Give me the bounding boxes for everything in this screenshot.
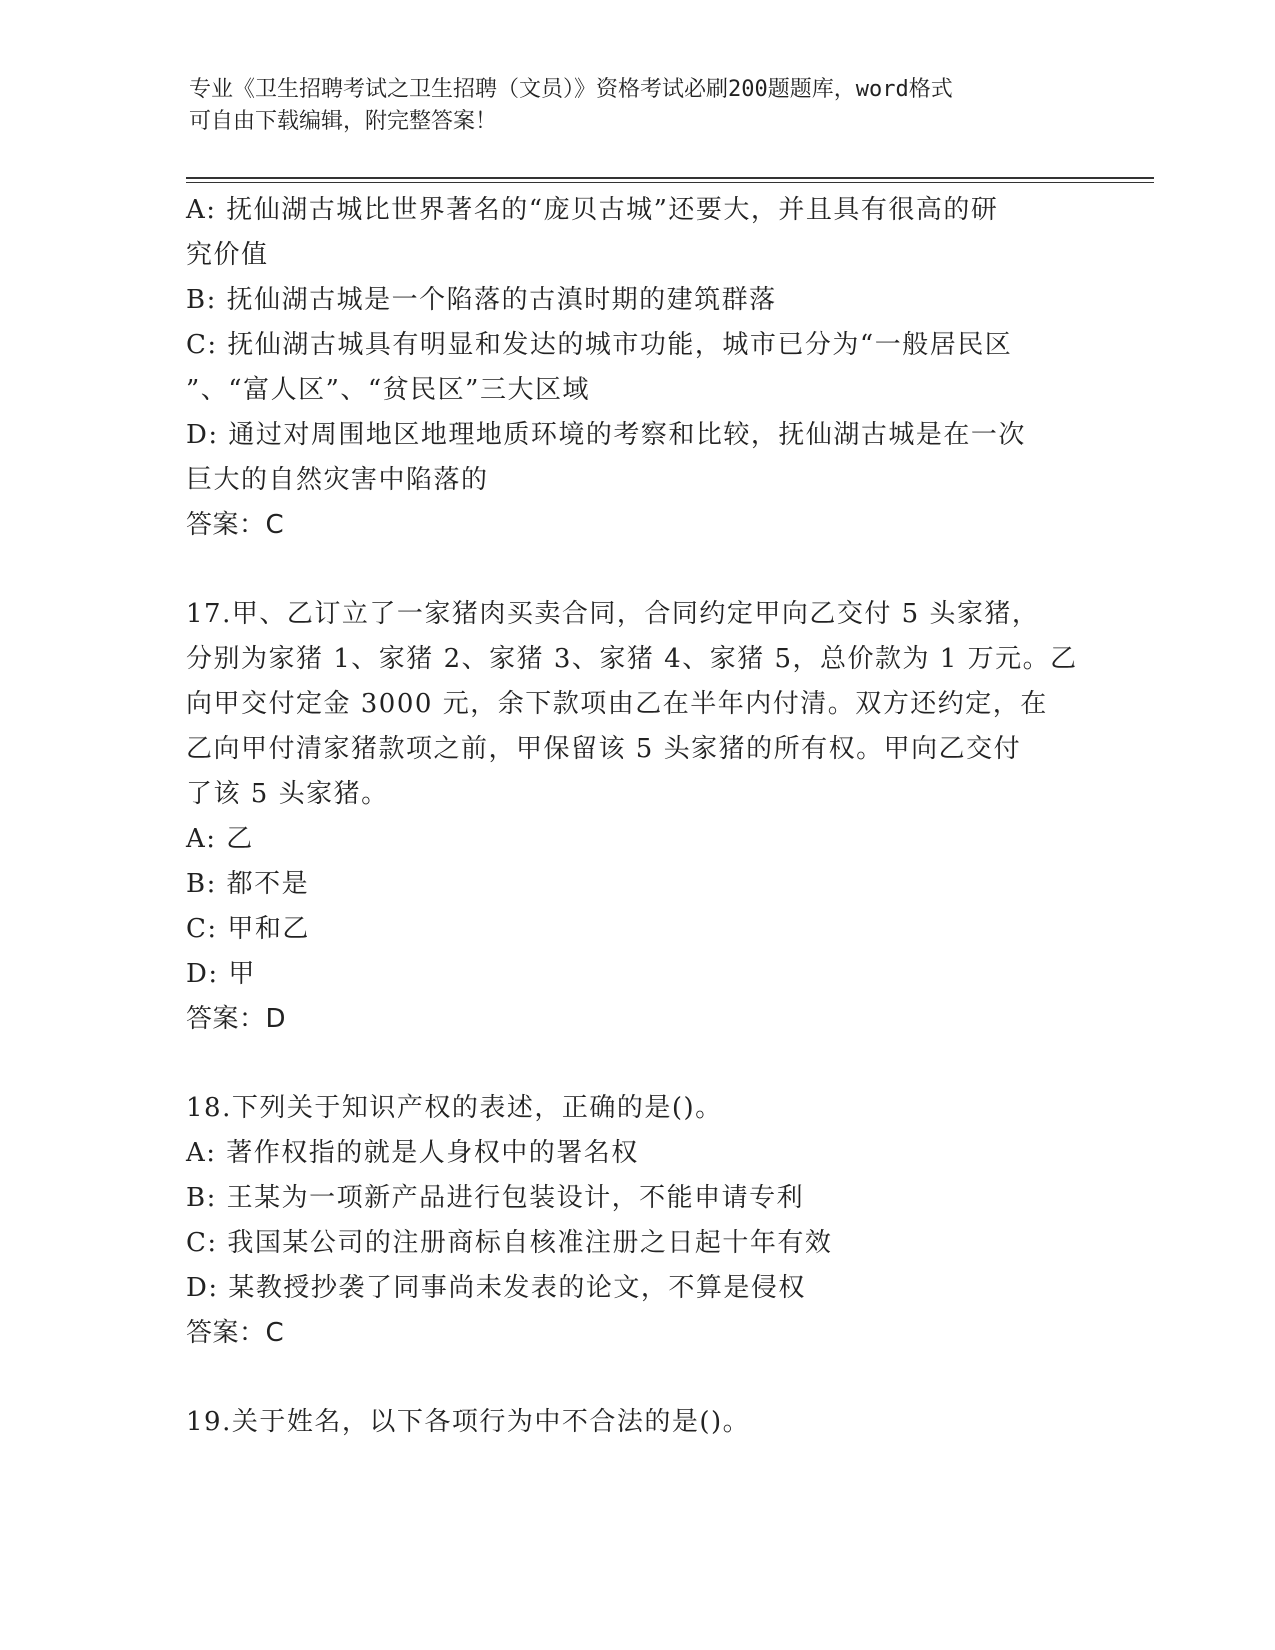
question-18 — [186, 1086, 1086, 1356]
header-line-2: 可自由下载编辑，附完整答案！ — [189, 109, 498, 134]
question-stem-line-2: 分别为家猪 1、家猪 2、家猪 3、家猪 4、家猪 5，总价款为 1 万元。乙 — [186, 644, 1078, 674]
answer-label: 答案：C — [186, 1318, 285, 1348]
option-a: A: 乙 — [186, 824, 254, 854]
option-b: B: 王某为一项新产品进行包装设计，不能申请专利 — [186, 1183, 805, 1213]
option-d: D: 某教授抄袭了同事尚未发表的论文，不算是侵权 — [186, 1273, 806, 1303]
question-stem: 18.下列关于知识产权的表述，正确的是()。 — [186, 1093, 723, 1123]
question-stem-line-3: 向甲交付定金 3000 元，余下款项由乙在半年内付清。双方还约定，在 — [186, 689, 1048, 719]
option-b: B: 抚仙湖古城是一个陷落的古滇时期的建筑群落 — [186, 285, 777, 315]
question-19 — [186, 1400, 1086, 1445]
question-stem-line-4: 乙向甲付清家猪款项之前，甲保留该 5 头家猪的所有权。甲向乙交付 — [186, 734, 1022, 764]
page-header — [189, 74, 1069, 138]
option-b: B: 都不是 — [186, 869, 310, 899]
question-16 — [186, 188, 1086, 548]
answer-label: 答案：C — [186, 510, 285, 540]
question-stem: 19.关于姓名，以下各项行为中不合法的是()。 — [186, 1407, 751, 1437]
option-c: C: 我国某公司的注册商标自核准注册之日起十年有效 — [186, 1228, 833, 1258]
option-d-line-1: D: 通过对周围地区地理地质环境的考察和比较，抚仙湖古城是在一次 — [186, 420, 1026, 450]
header-line-1: 专业《卫生招聘考试之卫生招聘（文员）》资格考试必刷200题题库，word格式 — [189, 77, 953, 102]
question-content — [186, 188, 1086, 1445]
answer-label: 答案：D — [186, 1004, 287, 1034]
option-c-line-1: C: 抚仙湖古城具有明显和发达的城市功能，城市已分为“一般居民区 — [186, 330, 1013, 360]
header-divider-thin — [186, 182, 1154, 183]
option-c: C: 甲和乙 — [186, 914, 310, 944]
header-divider-thick — [186, 177, 1154, 179]
option-a-line-1: A: 抚仙湖古城比世界著名的“庞贝古城”还要大，并且具有很高的研 — [186, 195, 999, 225]
option-d-line-2: 巨大的自然灾害中陷落的 — [186, 465, 489, 495]
question-stem-line-5: 了该 5 头家猪。 — [186, 779, 389, 809]
option-a-line-2: 究价值 — [186, 240, 269, 270]
question-stem-line-1: 17.甲、乙订立了一家猪肉买卖合同，合同约定甲向乙交付 5 头家猪， — [186, 599, 1040, 629]
option-a: A: 著作权指的就是人身权中的署名权 — [186, 1138, 639, 1168]
spacer — [186, 1042, 1086, 1086]
option-d: D: 甲 — [186, 959, 256, 989]
option-c-line-2: ”、“富人区”、“贫民区”三大区域 — [186, 375, 590, 405]
spacer — [186, 1356, 1086, 1400]
question-17 — [186, 592, 1086, 1042]
spacer — [186, 548, 1086, 592]
